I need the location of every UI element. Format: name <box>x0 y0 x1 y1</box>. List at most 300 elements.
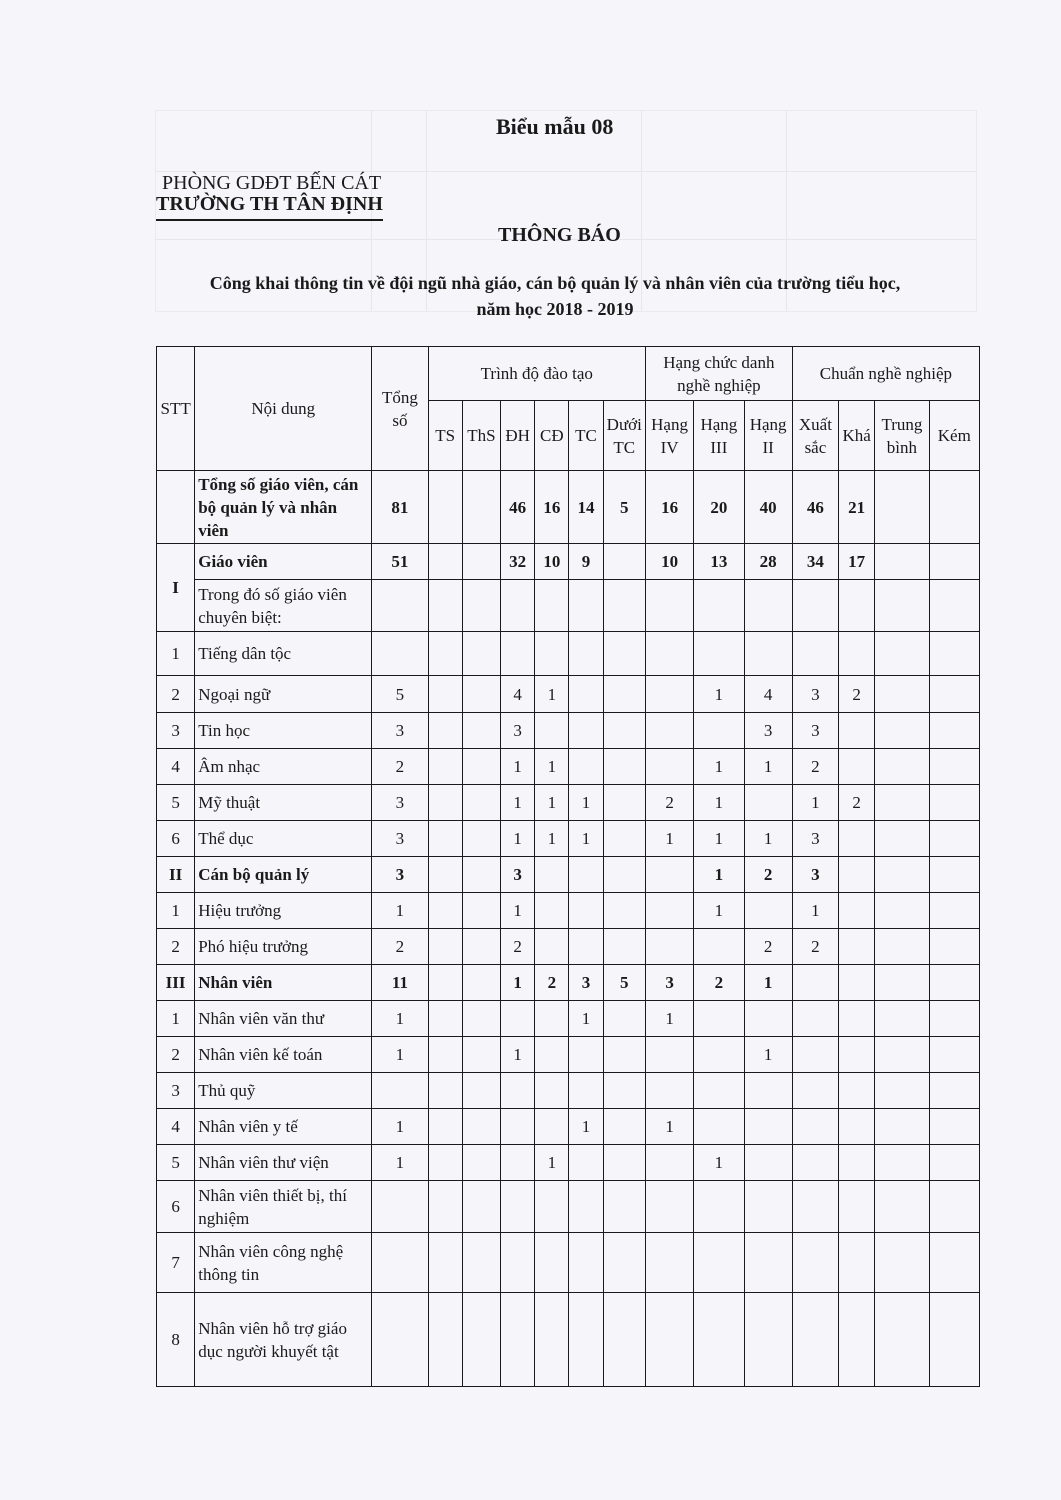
value-cell-duoitc <box>603 785 645 821</box>
value-cell-cd: 1 <box>535 821 569 857</box>
value-cell-tb <box>875 1073 929 1109</box>
value-cell-total <box>372 1233 428 1293</box>
value-cell-h2 <box>744 632 792 676</box>
stt-cell: 5 <box>157 785 195 821</box>
value-cell-h3 <box>694 1293 744 1387</box>
value-cell-h4: 1 <box>645 821 693 857</box>
stt-cell: II <box>157 857 195 893</box>
value-cell-cd: 2 <box>535 965 569 1001</box>
content-cell: Mỹ thuật <box>195 785 372 821</box>
value-cell-h2: 4 <box>744 676 792 713</box>
value-cell-ths <box>462 749 500 785</box>
value-cell-xs: 3 <box>792 821 838 857</box>
value-cell-tc <box>569 1293 603 1387</box>
content-cell: Nhân viên y tế <box>195 1109 372 1145</box>
value-cell-h3: 1 <box>694 821 744 857</box>
value-cell-tb <box>875 632 929 676</box>
value-cell-dh: 1 <box>501 749 535 785</box>
value-cell-ths <box>462 1109 500 1145</box>
value-cell-h3 <box>694 1181 744 1233</box>
value-cell-dh <box>501 1109 535 1145</box>
table-row <box>157 785 980 821</box>
value-cell-cd: 16 <box>535 471 569 544</box>
value-cell-tb <box>875 1145 929 1181</box>
stt-cell: 5 <box>157 1145 195 1181</box>
value-cell-tc <box>569 632 603 676</box>
value-cell-ts <box>428 1109 462 1145</box>
value-cell-total: 51 <box>372 544 428 580</box>
value-cell-h4 <box>645 1145 693 1181</box>
value-cell-duoitc <box>603 1181 645 1233</box>
value-cell-cd <box>535 1233 569 1293</box>
value-cell-kha: 21 <box>839 471 875 544</box>
value-cell-cd: 10 <box>535 544 569 580</box>
value-cell-h3 <box>694 1037 744 1073</box>
value-cell-ths <box>462 1145 500 1181</box>
value-cell-duoitc <box>603 1001 645 1037</box>
value-cell-ths <box>462 544 500 580</box>
value-cell-tc <box>569 713 603 749</box>
value-cell-ths <box>462 893 500 929</box>
value-cell-ts <box>428 544 462 580</box>
value-cell-total: 3 <box>372 713 428 749</box>
stt-cell: 1 <box>157 632 195 676</box>
value-cell-duoitc <box>603 749 645 785</box>
value-cell-dh: 1 <box>501 893 535 929</box>
stt-cell: 3 <box>157 713 195 749</box>
value-cell-dh: 1 <box>501 821 535 857</box>
value-cell-kha <box>839 632 875 676</box>
table-row <box>157 676 980 713</box>
value-cell-tc <box>569 1073 603 1109</box>
value-cell-tc <box>569 893 603 929</box>
value-cell-xs <box>792 965 838 1001</box>
value-cell-xs <box>792 1109 838 1145</box>
value-cell-ths <box>462 1037 500 1073</box>
value-cell-xs: 3 <box>792 713 838 749</box>
school-name: TRƯỜNG TH TÂN ĐỊNH <box>156 193 383 221</box>
col-total-header: Tổng số <box>372 347 428 471</box>
value-cell-cd <box>535 1293 569 1387</box>
value-cell-xs <box>792 1001 838 1037</box>
value-cell-ths <box>462 1233 500 1293</box>
value-cell-dh: 1 <box>501 965 535 1001</box>
table-row <box>157 1109 980 1145</box>
value-cell-tc: 1 <box>569 1001 603 1037</box>
value-cell-h4 <box>645 1293 693 1387</box>
value-cell-tc <box>569 1037 603 1073</box>
value-cell-kem <box>929 965 979 1001</box>
value-cell-h4 <box>645 676 693 713</box>
value-cell-ts <box>428 785 462 821</box>
value-cell-kha <box>839 821 875 857</box>
value-cell-total: 5 <box>372 676 428 713</box>
value-cell-total: 2 <box>372 749 428 785</box>
stt-cell: 2 <box>157 929 195 965</box>
value-cell-dh: 1 <box>501 1037 535 1073</box>
value-cell-h3: 1 <box>694 893 744 929</box>
table-row <box>157 821 980 857</box>
value-cell-total <box>372 1073 428 1109</box>
value-cell-duoitc <box>603 1233 645 1293</box>
value-cell-h2: 28 <box>744 544 792 580</box>
value-cell-h4 <box>645 1073 693 1109</box>
value-cell-tc <box>569 929 603 965</box>
notice-title: THÔNG BÁO <box>498 224 621 246</box>
value-cell-total: 3 <box>372 785 428 821</box>
value-cell-tc: 14 <box>569 471 603 544</box>
value-cell-total: 1 <box>372 1145 428 1181</box>
col-header: Khá <box>839 401 875 471</box>
value-cell-ths <box>462 1073 500 1109</box>
value-cell-kem <box>929 893 979 929</box>
stt-cell: 4 <box>157 1109 195 1145</box>
value-cell-kha <box>839 965 875 1001</box>
value-cell-dh: 2 <box>501 929 535 965</box>
value-cell-ths <box>462 713 500 749</box>
value-cell-cd <box>535 857 569 893</box>
value-cell-total <box>372 1181 428 1233</box>
value-cell-cd <box>535 713 569 749</box>
value-cell-duoitc <box>603 1037 645 1073</box>
table-row <box>157 1233 980 1293</box>
table-row <box>157 929 980 965</box>
value-cell-h4 <box>645 1233 693 1293</box>
value-cell-tb <box>875 1293 929 1387</box>
table-row <box>157 1001 980 1037</box>
value-cell-ts <box>428 713 462 749</box>
value-cell-total: 1 <box>372 1001 428 1037</box>
value-cell-dh <box>501 1293 535 1387</box>
value-cell-tc <box>569 1145 603 1181</box>
value-cell-tc <box>569 749 603 785</box>
value-cell-total: 11 <box>372 965 428 1001</box>
value-cell-duoitc <box>603 1073 645 1109</box>
content-cell: Nhân viên hỗ trợ giáo dục người khuyết tật <box>195 1293 372 1387</box>
stt-cell: 4 <box>157 749 195 785</box>
value-cell-duoitc <box>603 857 645 893</box>
value-cell-dh: 32 <box>501 544 535 580</box>
value-cell-cd <box>535 632 569 676</box>
value-cell-kha <box>839 580 875 632</box>
value-cell-duoitc <box>603 893 645 929</box>
value-cell-tb <box>875 676 929 713</box>
value-cell-h2 <box>744 1109 792 1145</box>
value-cell-tb <box>875 471 929 544</box>
table-row <box>157 1145 980 1181</box>
col-header: ĐH <box>501 401 535 471</box>
value-cell-h3 <box>694 1073 744 1109</box>
value-cell-tc: 1 <box>569 821 603 857</box>
value-cell-tb <box>875 857 929 893</box>
stt-cell: 7 <box>157 1233 195 1293</box>
value-cell-dh <box>501 1181 535 1233</box>
value-cell-kem <box>929 580 979 632</box>
value-cell-xs: 1 <box>792 893 838 929</box>
content-cell: Nhân viên văn thư <box>195 1001 372 1037</box>
value-cell-ths <box>462 965 500 1001</box>
value-cell-kem <box>929 676 979 713</box>
value-cell-kem <box>929 1145 979 1181</box>
staff-statistics-table <box>156 346 980 1387</box>
value-cell-cd <box>535 929 569 965</box>
table-row <box>157 632 980 676</box>
value-cell-h2: 1 <box>744 1037 792 1073</box>
value-cell-xs <box>792 1181 838 1233</box>
value-cell-kha <box>839 1293 875 1387</box>
content-cell: Phó hiệu trưởng <box>195 929 372 965</box>
value-cell-xs: 3 <box>792 857 838 893</box>
table-row <box>157 1181 980 1233</box>
value-cell-ths <box>462 676 500 713</box>
value-cell-h3 <box>694 713 744 749</box>
value-cell-ts <box>428 1233 462 1293</box>
col-stt-header: STT <box>157 347 195 471</box>
stt-cell: 6 <box>157 1181 195 1233</box>
value-cell-h2 <box>744 1293 792 1387</box>
value-cell-xs <box>792 632 838 676</box>
value-cell-kha <box>839 1181 875 1233</box>
value-cell-ths <box>462 857 500 893</box>
content-cell: Tin học <box>195 713 372 749</box>
value-cell-dh: 4 <box>501 676 535 713</box>
value-cell-duoitc <box>603 1109 645 1145</box>
value-cell-h3: 1 <box>694 1145 744 1181</box>
content-cell: Nhân viên công nghệ thông tin <box>195 1233 372 1293</box>
value-cell-h2 <box>744 1181 792 1233</box>
value-cell-tb <box>875 1109 929 1145</box>
value-cell-duoitc <box>603 544 645 580</box>
value-cell-h2: 3 <box>744 713 792 749</box>
table-row <box>157 857 980 893</box>
value-cell-tc: 9 <box>569 544 603 580</box>
value-cell-total: 1 <box>372 1037 428 1073</box>
value-cell-dh <box>501 1145 535 1181</box>
value-cell-h2: 2 <box>744 857 792 893</box>
value-cell-dh <box>501 1233 535 1293</box>
content-cell: Tổng số giáo viên, cán bộ quản lý và nhân viên <box>195 471 372 544</box>
col-header: Dưới TC <box>603 401 645 471</box>
value-cell-duoitc <box>603 713 645 749</box>
value-cell-cd <box>535 893 569 929</box>
value-cell-tb <box>875 544 929 580</box>
col-content-header: Nội dung <box>195 347 372 471</box>
value-cell-xs <box>792 1073 838 1109</box>
value-cell-tb <box>875 1037 929 1073</box>
value-cell-kem <box>929 785 979 821</box>
value-cell-h4 <box>645 1181 693 1233</box>
value-cell-duoitc <box>603 580 645 632</box>
group-training-header: Trình độ đào tạo <box>428 347 645 401</box>
stt-cell: 1 <box>157 1001 195 1037</box>
value-cell-h3 <box>694 580 744 632</box>
value-cell-tb <box>875 749 929 785</box>
value-cell-ths <box>462 785 500 821</box>
value-cell-h3 <box>694 929 744 965</box>
value-cell-dh: 46 <box>501 471 535 544</box>
value-cell-kha <box>839 749 875 785</box>
value-cell-ts <box>428 857 462 893</box>
value-cell-h3: 1 <box>694 749 744 785</box>
value-cell-ths <box>462 929 500 965</box>
content-cell: Cán bộ quản lý <box>195 857 372 893</box>
stt-cell: 3 <box>157 1073 195 1109</box>
table-row <box>157 1073 980 1109</box>
stt-cell: 2 <box>157 676 195 713</box>
value-cell-total: 1 <box>372 1109 428 1145</box>
value-cell-ts <box>428 1073 462 1109</box>
value-cell-h4: 10 <box>645 544 693 580</box>
value-cell-duoitc <box>603 1145 645 1181</box>
value-cell-kem <box>929 713 979 749</box>
heading-line-1: Công khai thông tin về đội ngũ nhà giáo, cán bộ quản lý và nhân viên của trường tiểu học, <box>209 273 901 293</box>
value-cell-cd <box>535 580 569 632</box>
value-cell-total: 3 <box>372 857 428 893</box>
value-cell-kem <box>929 544 979 580</box>
group-rank-header: Hạng chức danh nghề nghiệp <box>645 347 792 401</box>
value-cell-kha <box>839 1001 875 1037</box>
value-cell-cd: 1 <box>535 1145 569 1181</box>
value-cell-h3 <box>694 1233 744 1293</box>
table-row <box>157 713 980 749</box>
value-cell-duoitc <box>603 632 645 676</box>
value-cell-h3 <box>694 1109 744 1145</box>
value-cell-kem <box>929 1109 979 1145</box>
value-cell-h2 <box>744 1145 792 1181</box>
value-cell-xs: 46 <box>792 471 838 544</box>
value-cell-tc <box>569 857 603 893</box>
value-cell-h4: 3 <box>645 965 693 1001</box>
value-cell-tb <box>875 713 929 749</box>
value-cell-cd: 1 <box>535 749 569 785</box>
value-cell-ts <box>428 893 462 929</box>
value-cell-h3: 20 <box>694 471 744 544</box>
value-cell-kha: 2 <box>839 676 875 713</box>
stt-cell: 1 <box>157 893 195 929</box>
value-cell-duoitc <box>603 929 645 965</box>
value-cell-xs: 1 <box>792 785 838 821</box>
content-cell: Âm nhạc <box>195 749 372 785</box>
col-header: Kém <box>929 401 979 471</box>
value-cell-ts <box>428 965 462 1001</box>
group-standard-header: Chuẩn nghề nghiệp <box>792 347 979 401</box>
value-cell-tb <box>875 580 929 632</box>
value-cell-dh <box>501 632 535 676</box>
col-header: TC <box>569 401 603 471</box>
stt-cell: III <box>157 965 195 1001</box>
value-cell-ts <box>428 471 462 544</box>
value-cell-total: 81 <box>372 471 428 544</box>
table-row <box>157 1293 980 1387</box>
col-header: Trung bình <box>875 401 929 471</box>
value-cell-kem <box>929 1181 979 1233</box>
content-cell: Tiếng dân tộc <box>195 632 372 676</box>
col-header: Hạng II <box>744 401 792 471</box>
value-cell-dh: 1 <box>501 785 535 821</box>
value-cell-kha: 2 <box>839 785 875 821</box>
heading-line-2: năm học 2018 - 2019 <box>476 299 634 319</box>
value-cell-ts <box>428 632 462 676</box>
value-cell-kha <box>839 1073 875 1109</box>
value-cell-ts <box>428 1001 462 1037</box>
value-cell-tc <box>569 1181 603 1233</box>
value-cell-tc <box>569 1233 603 1293</box>
content-cell: Trong đó số giáo viên chuyên biệt: <box>195 580 372 632</box>
value-cell-kem <box>929 929 979 965</box>
value-cell-h4: 16 <box>645 471 693 544</box>
value-cell-h4 <box>645 893 693 929</box>
value-cell-h4 <box>645 749 693 785</box>
value-cell-ths <box>462 1001 500 1037</box>
col-header: TS <box>428 401 462 471</box>
value-cell-tc: 1 <box>569 1109 603 1145</box>
value-cell-h4 <box>645 713 693 749</box>
value-cell-ts <box>428 580 462 632</box>
value-cell-kha <box>839 1037 875 1073</box>
value-cell-xs: 34 <box>792 544 838 580</box>
value-cell-cd <box>535 1109 569 1145</box>
value-cell-h3: 1 <box>694 785 744 821</box>
value-cell-ths <box>462 632 500 676</box>
value-cell-total: 3 <box>372 821 428 857</box>
value-cell-tc: 3 <box>569 965 603 1001</box>
table-row <box>157 580 980 632</box>
value-cell-kem <box>929 632 979 676</box>
table-row <box>157 544 980 580</box>
value-cell-xs: 2 <box>792 929 838 965</box>
value-cell-total <box>372 632 428 676</box>
content-cell: Hiệu trưởng <box>195 893 372 929</box>
value-cell-ths <box>462 471 500 544</box>
content-cell: Thủ quỹ <box>195 1073 372 1109</box>
value-cell-kha: 17 <box>839 544 875 580</box>
value-cell-kem <box>929 1073 979 1109</box>
value-cell-kha <box>839 857 875 893</box>
value-cell-kem <box>929 1037 979 1073</box>
value-cell-duoitc: 5 <box>603 471 645 544</box>
value-cell-h3 <box>694 632 744 676</box>
value-cell-dh <box>501 580 535 632</box>
value-cell-tc <box>569 580 603 632</box>
value-cell-total <box>372 1293 428 1387</box>
value-cell-ts <box>428 676 462 713</box>
content-cell: Nhân viên thư viện <box>195 1145 372 1181</box>
table-row <box>157 749 980 785</box>
stt-cell: 6 <box>157 821 195 857</box>
value-cell-h4: 1 <box>645 1001 693 1037</box>
value-cell-duoitc: 5 <box>603 965 645 1001</box>
value-cell-ths <box>462 821 500 857</box>
value-cell-kha <box>839 1109 875 1145</box>
value-cell-kem <box>929 1233 979 1293</box>
value-cell-cd <box>535 1073 569 1109</box>
value-cell-h2: 40 <box>744 471 792 544</box>
value-cell-tc: 1 <box>569 785 603 821</box>
value-cell-h4 <box>645 632 693 676</box>
col-header: Hạng IV <box>645 401 693 471</box>
value-cell-xs: 3 <box>792 676 838 713</box>
value-cell-xs <box>792 1145 838 1181</box>
table-row <box>157 1037 980 1073</box>
value-cell-ts <box>428 749 462 785</box>
table-row <box>157 965 980 1001</box>
value-cell-tb <box>875 929 929 965</box>
value-cell-xs <box>792 1293 838 1387</box>
value-cell-ts <box>428 1037 462 1073</box>
value-cell-ths <box>462 1181 500 1233</box>
value-cell-ts <box>428 1181 462 1233</box>
value-cell-kha <box>839 929 875 965</box>
